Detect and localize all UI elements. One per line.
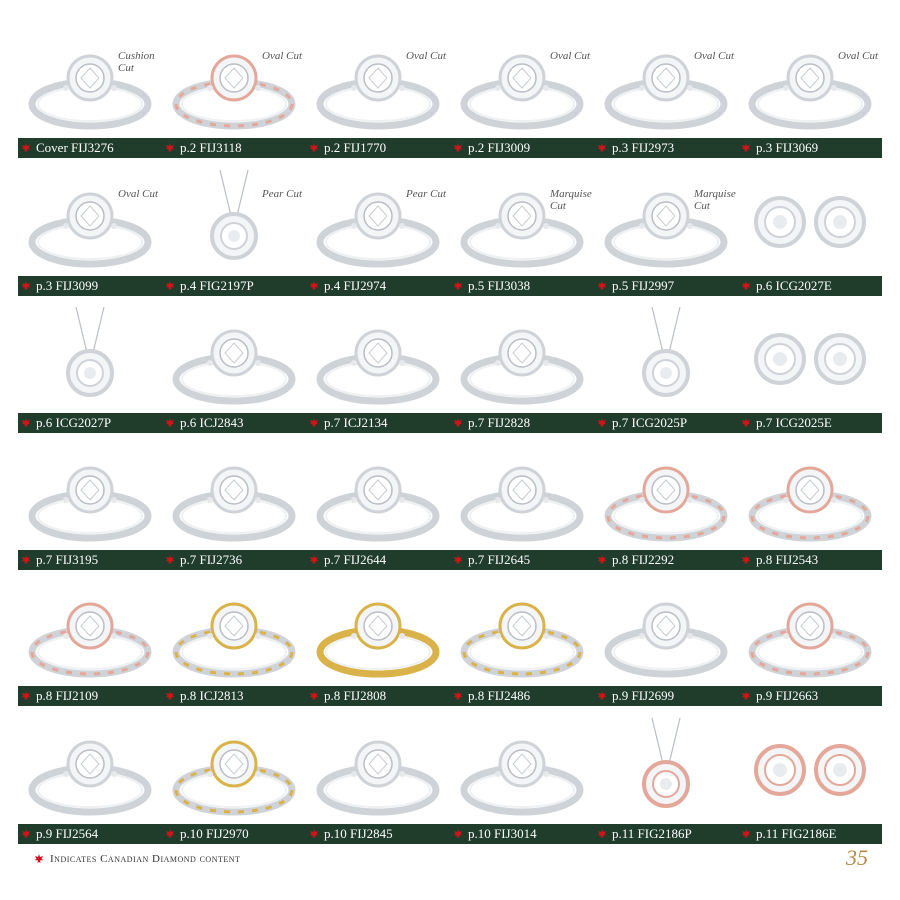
product-caption <box>162 276 254 296</box>
maple-leaf-icon <box>597 555 607 565</box>
product-item[interactable] <box>738 168 882 296</box>
maple-leaf-icon <box>741 281 751 291</box>
ring-image <box>162 578 306 686</box>
maple-leaf-icon <box>21 418 31 428</box>
ring-image <box>306 305 450 413</box>
maple-leaf-icon <box>741 829 751 839</box>
maple-leaf-icon <box>309 829 319 839</box>
product-item[interactable] <box>450 442 594 570</box>
product-item[interactable] <box>738 442 882 570</box>
cut-label: Oval Cut <box>406 50 447 62</box>
product-item[interactable] <box>594 168 738 296</box>
ring-image <box>162 442 306 550</box>
ring-image <box>450 716 594 824</box>
product-caption <box>738 138 818 158</box>
maple-leaf-icon <box>453 143 463 153</box>
caption-text: p.10 FIJ3014 <box>468 826 537 841</box>
caption-text: p.2 FIJ3118 <box>180 140 242 155</box>
cut-label: Oval Cut <box>550 50 591 62</box>
maple-leaf-icon <box>453 281 463 291</box>
maple-leaf-icon <box>741 691 751 701</box>
product-caption <box>594 824 692 844</box>
footer-legend <box>34 853 240 865</box>
caption-text: p.7 FIJ2828 <box>468 415 531 430</box>
caption-text: p.3 FIJ3099 <box>36 278 99 293</box>
maple-leaf-icon <box>21 143 31 153</box>
maple-leaf-icon <box>597 691 607 701</box>
product-caption <box>450 413 530 433</box>
maple-leaf-icon <box>34 854 44 864</box>
maple-leaf-icon <box>165 691 175 701</box>
ring-image <box>162 716 306 824</box>
product-item[interactable] <box>594 30 738 158</box>
product-item[interactable] <box>18 305 162 433</box>
maple-leaf-icon <box>309 555 319 565</box>
caption-text: p.6 ICJ2843 <box>180 415 244 430</box>
product-item[interactable] <box>306 168 450 296</box>
earrings-image <box>738 168 882 276</box>
product-item[interactable] <box>738 716 882 844</box>
caption-text: p.4 FIJ2974 <box>324 278 387 293</box>
maple-leaf-icon <box>165 555 175 565</box>
product-item[interactable] <box>738 305 882 433</box>
product-caption <box>594 550 674 570</box>
maple-leaf-icon <box>453 555 463 565</box>
product-row <box>18 30 882 158</box>
product-item[interactable] <box>738 578 882 706</box>
product-row <box>18 168 882 296</box>
product-caption <box>18 413 111 433</box>
caption-text: p.5 FIJ2997 <box>612 278 675 293</box>
ring-image <box>738 30 882 138</box>
product-caption <box>162 824 249 844</box>
caption-text: p.9 FIJ2699 <box>612 688 675 703</box>
caption-text: p.11 FIG2186P <box>612 826 692 841</box>
caption-text: p.4 FIG2197P <box>180 278 254 293</box>
maple-leaf-icon <box>309 691 319 701</box>
caption-text: p.3 FIJ2973 <box>612 140 675 155</box>
product-caption <box>306 138 386 158</box>
product-caption <box>18 550 98 570</box>
earrings-image <box>738 716 882 824</box>
product-caption <box>594 413 687 433</box>
caption-text: p.2 FIJ3009 <box>468 140 531 155</box>
maple-leaf-icon <box>453 829 463 839</box>
caption-text: p.7 ICG2025E <box>756 415 832 430</box>
product-caption <box>450 276 530 296</box>
maple-leaf-icon <box>165 281 175 291</box>
ring-image <box>306 442 450 550</box>
product-row <box>18 716 882 844</box>
product-item[interactable] <box>450 168 594 296</box>
maple-leaf-icon <box>597 829 607 839</box>
product-item[interactable] <box>18 168 162 296</box>
caption-text: p.10 FIJ2970 <box>180 826 249 841</box>
ring-image <box>450 30 594 138</box>
caption-text: p.3 FIJ3069 <box>756 140 819 155</box>
product-caption <box>162 138 242 158</box>
ring-image <box>450 168 594 276</box>
ring-image <box>306 716 450 824</box>
product-item[interactable] <box>306 716 450 844</box>
maple-leaf-icon <box>21 281 31 291</box>
caption-text: p.7 ICG2025P <box>612 415 688 430</box>
ring-image <box>450 578 594 686</box>
product-row <box>18 305 882 433</box>
cut-label: Cushion Cut <box>118 50 155 74</box>
caption-text: p.10 FIJ2845 <box>324 826 393 841</box>
caption-text: p.8 FIJ2292 <box>612 552 675 567</box>
product-caption <box>306 550 386 570</box>
product-caption <box>306 686 386 706</box>
pendant-image <box>594 305 738 413</box>
product-row <box>18 442 882 570</box>
product-caption <box>306 276 386 296</box>
product-caption <box>450 138 530 158</box>
caption-text: p.8 FIJ2486 <box>468 688 531 703</box>
cut-label: Marquise Cut <box>694 188 736 212</box>
product-item[interactable] <box>594 716 738 844</box>
maple-leaf-icon <box>309 418 319 428</box>
ring-image <box>306 168 450 276</box>
maple-leaf-icon <box>309 143 319 153</box>
caption-text: p.9 FIJ2564 <box>36 826 99 841</box>
product-caption <box>450 824 537 844</box>
caption-text: p.7 FIJ2644 <box>324 552 387 567</box>
ring-image <box>306 30 450 138</box>
product-item[interactable] <box>306 305 450 433</box>
product-item[interactable] <box>450 30 594 158</box>
caption-text: p.7 FIJ2736 <box>180 552 243 567</box>
caption-text: p.7 FIJ3195 <box>36 552 99 567</box>
maple-leaf-icon <box>741 555 751 565</box>
product-caption <box>162 413 244 433</box>
caption-text: p.6 ICG2027E <box>756 278 832 293</box>
pendant-image <box>162 168 306 276</box>
product-item[interactable] <box>18 578 162 706</box>
pendant-image <box>18 305 162 413</box>
ring-image <box>18 578 162 686</box>
product-caption <box>18 138 114 158</box>
product-caption <box>594 138 674 158</box>
product-caption <box>738 550 818 570</box>
cut-label: Oval Cut <box>262 50 303 62</box>
caption-text: p.5 FIJ3038 <box>468 278 531 293</box>
ring-image <box>594 30 738 138</box>
product-item[interactable] <box>162 305 306 433</box>
ring-image <box>306 578 450 686</box>
product-caption <box>594 276 674 296</box>
page-number: 35 <box>846 845 868 870</box>
maple-leaf-icon <box>21 555 31 565</box>
product-caption <box>738 686 818 706</box>
maple-leaf-icon <box>165 829 175 839</box>
ring-image <box>450 305 594 413</box>
product-item[interactable] <box>594 305 738 433</box>
ring-image <box>162 305 306 413</box>
ring-image <box>18 168 162 276</box>
product-item[interactable] <box>18 30 162 158</box>
product-item[interactable] <box>306 578 450 706</box>
ring-image <box>162 30 306 138</box>
caption-text: p.9 FIJ2663 <box>756 688 819 703</box>
product-caption <box>306 824 393 844</box>
caption-text: p.8 FIJ2808 <box>324 688 387 703</box>
caption-text: p.7 ICJ2134 <box>324 415 388 430</box>
caption-text: p.11 FIG2186E <box>756 826 837 841</box>
maple-leaf-icon <box>165 143 175 153</box>
ring-image <box>594 168 738 276</box>
product-item[interactable] <box>450 578 594 706</box>
product-caption <box>594 686 674 706</box>
product-caption <box>738 824 836 844</box>
product-item[interactable] <box>306 30 450 158</box>
product-item[interactable] <box>162 442 306 570</box>
caption-text: p.6 ICG2027P <box>36 415 112 430</box>
product-item[interactable] <box>162 716 306 844</box>
product-item[interactable] <box>738 30 882 158</box>
product-item[interactable] <box>450 716 594 844</box>
product-caption <box>738 276 832 296</box>
product-row <box>18 578 882 706</box>
cut-label: Pear Cut <box>262 188 303 200</box>
product-item[interactable] <box>594 578 738 706</box>
product-caption <box>450 550 530 570</box>
caption-text: Cover FIJ3276 <box>36 140 114 155</box>
product-caption <box>450 686 530 706</box>
maple-leaf-icon <box>453 418 463 428</box>
cut-label: Marquise Cut <box>550 188 592 212</box>
product-item[interactable] <box>594 442 738 570</box>
earrings-image <box>738 305 882 413</box>
product-caption <box>162 550 242 570</box>
maple-leaf-icon <box>309 281 319 291</box>
maple-leaf-icon <box>741 418 751 428</box>
product-caption <box>18 686 98 706</box>
maple-leaf-icon <box>597 418 607 428</box>
ring-image <box>738 442 882 550</box>
cut-label: Oval Cut <box>694 50 735 62</box>
legend-text: Indicates Canadian Diamond content <box>50 853 241 865</box>
product-item[interactable] <box>306 442 450 570</box>
maple-leaf-icon <box>597 281 607 291</box>
cut-label: Pear Cut <box>406 188 447 200</box>
product-caption <box>306 413 388 433</box>
product-caption <box>18 276 98 296</box>
maple-leaf-icon <box>597 143 607 153</box>
product-item[interactable] <box>450 305 594 433</box>
product-caption <box>18 824 98 844</box>
ring-image <box>18 716 162 824</box>
product-item[interactable] <box>162 30 306 158</box>
maple-leaf-icon <box>21 829 31 839</box>
caption-text: p.7 FIJ2645 <box>468 552 531 567</box>
product-item[interactable] <box>162 168 306 296</box>
ring-image <box>738 578 882 686</box>
product-item[interactable] <box>162 578 306 706</box>
ring-image <box>450 442 594 550</box>
caption-text: p.8 FIJ2543 <box>756 552 819 567</box>
ring-image <box>18 30 162 138</box>
product-caption <box>738 413 832 433</box>
pendant-image <box>594 716 738 824</box>
ring-image <box>594 442 738 550</box>
caption-text: p.8 FIJ2109 <box>36 688 99 703</box>
ring-image <box>594 578 738 686</box>
maple-leaf-icon <box>741 143 751 153</box>
maple-leaf-icon <box>165 418 175 428</box>
caption-text: p.2 FIJ1770 <box>324 140 387 155</box>
caption-text: p.8 ICJ2813 <box>180 688 244 703</box>
product-item[interactable] <box>18 442 162 570</box>
maple-leaf-icon <box>453 691 463 701</box>
ring-image <box>18 442 162 550</box>
maple-leaf-icon <box>21 691 31 701</box>
cut-label: Oval Cut <box>118 188 159 200</box>
product-caption <box>162 686 244 706</box>
product-item[interactable] <box>18 716 162 844</box>
cut-label: Oval Cut <box>838 50 879 62</box>
